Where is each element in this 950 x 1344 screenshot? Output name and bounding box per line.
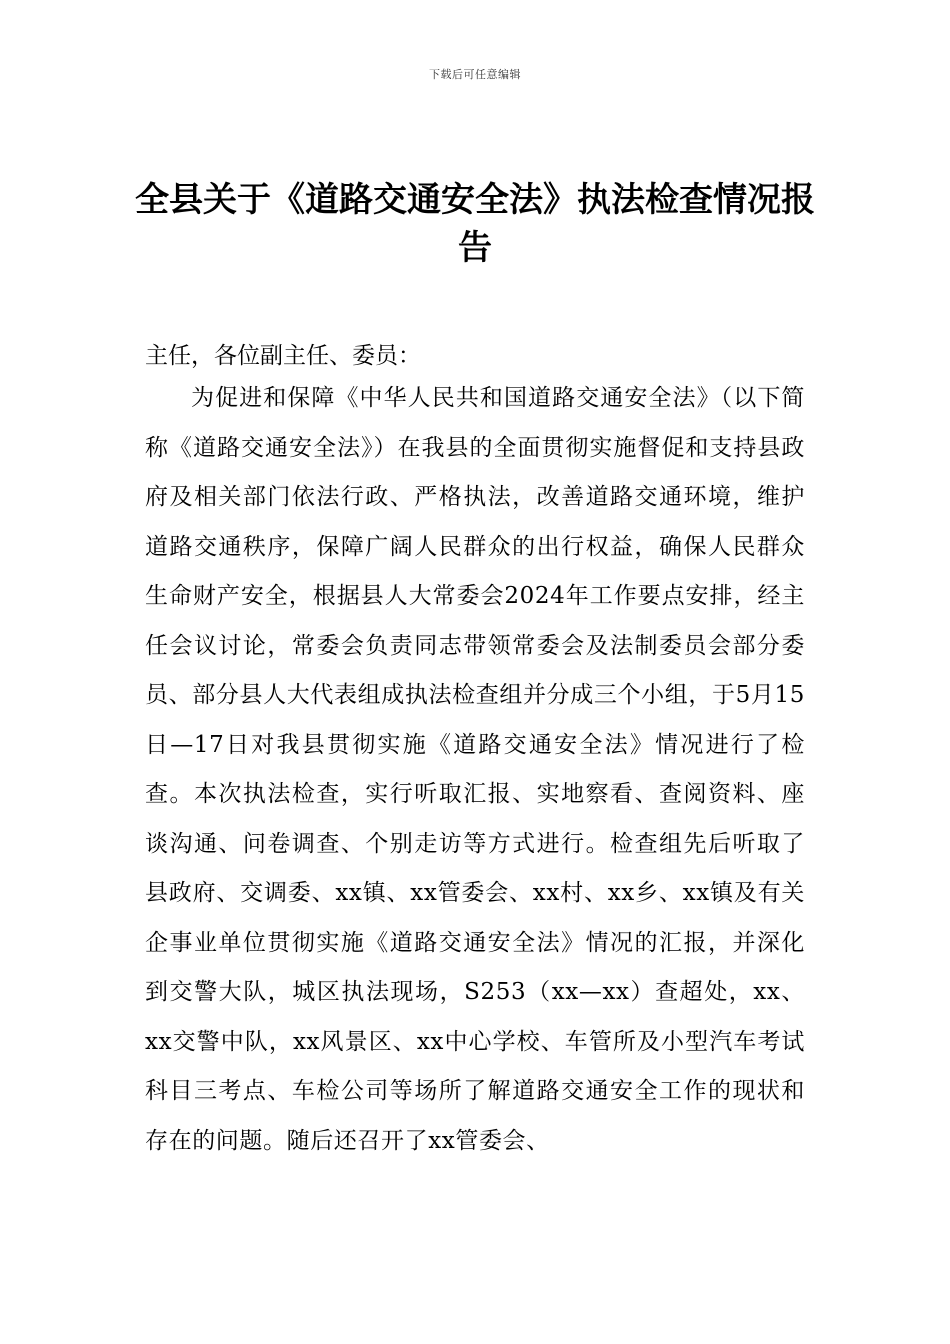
document-title: 全县关于《道路交通安全法》执法检查情况报告 [135,180,815,268]
body-paragraph: 为促进和保障《中华人民共和国道路交通安全法》（以下简称《道路交通安全法》）在我县的全面贯彻实施督促和支持县政府及相关部门依法行政、严格执法，改善道路交通环境，维护道路交通秩序，保障广阔人民群众的出行权益，确保人民群众生命财产安全，根据县人大常委会2024年工作要点安排，经主任会议讨论，常委会负责同志带领常委会及法制委员会部分委员、部分县人大代表组成执法检查组并分成三个小组，于5月15日—17日对我县贯彻实施《道路交通安全法》情况进行了检查。本次执法检查，实行听取汇报、实地察看、查阅资料、座谈沟通、问卷调查、个别走访等方式进行。检查组先后听取了县政府、交调委、xx镇、xx管委会、xx村、xx乡、xx镇及有关企事业单位贯彻实施《道路交通安全法》情况的汇报，并深化到交警大队，城区执法现场，S253（xx—xx）查超处，xx、xx交警中队，xx风景区、xx中心学校、车管所及小型汽车考试科目三考点、车检公司等场所了解道路交通安全工作的现状和存在的问题。随后还召开了xx管委会、 [145,385,805,1154]
page-header: 下载后可任意编辑 [429,68,521,81]
salutation: 主任，各位副主任、委员： [145,343,421,369]
